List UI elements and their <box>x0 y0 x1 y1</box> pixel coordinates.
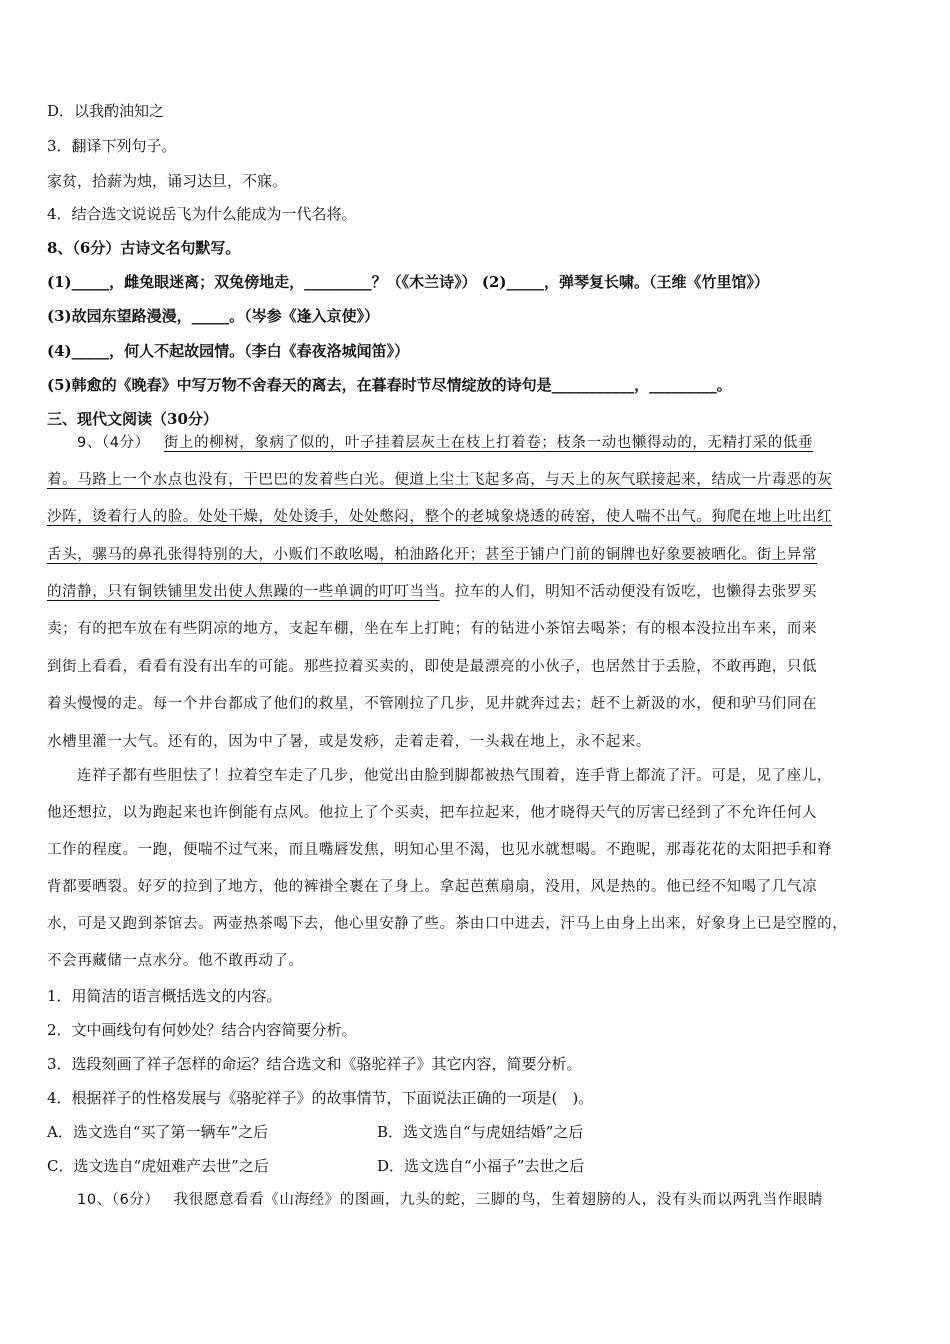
q9-number: 9、（4分） <box>77 435 150 451</box>
q9-paragraph-1-line-4: 舌头，骡马的鼻孔张得特别的大，小贩们不敢吆喝，柏油路化开；甚至于铺户门前的铜牌也好象要被晒化。街上异常 <box>47 547 818 563</box>
q9-option-a: A．选文选自“买了第一辆车”之后 <box>47 1123 269 1141</box>
q10-line-1 <box>77 1189 907 1211</box>
q9-option-b: B．选文选自“与虎妞结婚”之后 <box>377 1123 584 1141</box>
q9-paragraph-1-line-1 <box>77 432 907 454</box>
q7-option-d: D．以我酌油知之 <box>47 102 165 120</box>
q8-line-4: (5)韩愈的《晚春》中写万物不舍春天的离去，在暮春时节尽情绽放的诗句是___________，_________。 <box>47 376 732 394</box>
q7-subquestion-4: 4．结合选文说说岳飞为什么能成为一代名将。 <box>47 205 357 223</box>
q9-paragraph-1-line-8: 着头慢慢的走。每一个井台都成了他们的救星，不管刚拉了几步，见井就奔过去；赶不上新汲的水，便和驴马们同在 <box>47 696 818 712</box>
q9-subquestion-4: 4．根据祥子的性格发展与《骆驼祥子》的故事情节，下面说法正确的一项是( )。 <box>47 1089 594 1107</box>
q9-paragraph-1-line-2: 着。马路上一个水点也没有，干巴巴的发着些白光。便道上尘土飞起多高，与天上的灰气联接起来，结成一片毒恶的灰 <box>47 472 833 488</box>
q9-paragraph-1-line-7: 到街上看看，看看有没有出车的可能。那些拉着买卖的，即使是最漂亮的小伙子，也居然甘于丢脸，不敢再跑，只低 <box>47 659 818 675</box>
q9-paragraph-2-line-5: 水，可是又跑到茶馆去。两壶热茶喝下去，他心里安静了些。茶由口中进去，汗马上由身上出来，好象身上已是空膛的， <box>47 916 848 932</box>
q7-subquestion-3-sentence: 家贫，拾薪为烛，诵习达旦，不寐。 <box>47 172 288 190</box>
q8-header: 8、（6分）古诗文名句默写。 <box>47 239 241 257</box>
q9-paragraph-1-line-6: 卖；有的把车放在有些阴凉的地方，支起车棚，坐在车上打盹；有的钻进小茶馆去喝茶；有的根本没拉出车来，而来 <box>47 621 818 637</box>
q10-passage-text: 我很愿意看看《山海经》的图画，九头的蛇，三脚的鸟，生着翅膀的人，没有头而以两乳当作眼睛 <box>173 1192 823 1208</box>
q9-paragraph-text: 。拉车的人们，明知不活动便没有饭吃，也懒得去张罗买 <box>439 584 818 600</box>
q9-paragraph-2-line-2: 他还想拉，以为跑起来也许倒能有点风。他拉上了个买卖，把车拉起来，他才晓得天气的厉害已经到了不允许任何人 <box>47 805 818 821</box>
q7-subquestion-3: 3．翻译下列句子。 <box>47 137 177 155</box>
q9-paragraph-2-line-4: 背都要晒裂。好歹的拉到了地方，他的裤褂全裹在了身上。拿起芭蕉扇扇，没用，风是热的。他已经不知喝了几气凉 <box>47 879 818 895</box>
q9-subquestion-3: 3．选段刻画了祥子怎样的命运？结合选文和《骆驼祥子》其它内容，简要分析。 <box>47 1055 582 1073</box>
section-3-title: 三、现代文阅读（30分） <box>47 410 218 428</box>
q8-line-3: (4)_____，何人不起故园情。（李白《春夜洛城闻笛》） <box>47 342 410 360</box>
q9-underlined-text: 街上的柳树，象病了似的，叶子挂着层灰土在枝上打着卷；枝条一动也懒得动的，无精打采的低垂 <box>163 435 814 451</box>
q9-option-d: D．选文选自“小福子”去世之后 <box>377 1157 585 1175</box>
q9-paragraph-2-line-6: 不会再藏储一点水分。他不敢再动了。 <box>47 953 304 969</box>
q8-line-1: (1)_____，雌兔眼迷离；双兔傍地走，_________？（《木兰诗》） (2)_____，弹琴复长啸。（王维《竹里馆》） <box>47 273 769 291</box>
q9-paragraph-2-line-3: 工作的程度。一跑，便喘不过气来，而且嘴唇发焦，明知心里不渴，也见水就想喝。不跑呢，那毒花花的太阳把手和脊 <box>47 842 833 858</box>
q9-subquestion-1: 1．用简洁的语言概括选文的内容。 <box>47 987 282 1005</box>
q8-line-2: (3)故园东望路漫漫，_____。（岑参《逢入京使》） <box>47 307 380 325</box>
q9-paragraph-1-line-9: 水槽里灌一大气。还有的，因为中了暑，或是发痧，走着走着，一头栽在地上，永不起来。 <box>47 734 651 750</box>
q9-paragraph-1-line-3: 沙阵，烫着行人的脸。处处干燥，处处烫手，处处憋闷，整个的老城象烧透的砖窑，使人喘不出气。狗爬在地上吐出红 <box>47 509 833 525</box>
q9-subquestion-2: 2．文中画线句有何妙处？结合内容简要分析。 <box>47 1021 357 1039</box>
q9-option-c: C．选文选自“虎妞难产去世”之后 <box>47 1157 269 1175</box>
q9-underlined-text: 的清静，只有铜铁铺里发出使人焦躁的一些单调的叮叮当当 <box>47 584 440 600</box>
q10-number: 10、（6分） <box>77 1192 160 1208</box>
q9-paragraph-2-line-1: 连祥子都有些胆怯了！拉着空车走了几步，他觉出由脸到脚都被热气围着，连手背上都流了汗。可是，见了座儿， <box>77 768 832 784</box>
q9-paragraph-1-line-5 <box>47 581 907 603</box>
